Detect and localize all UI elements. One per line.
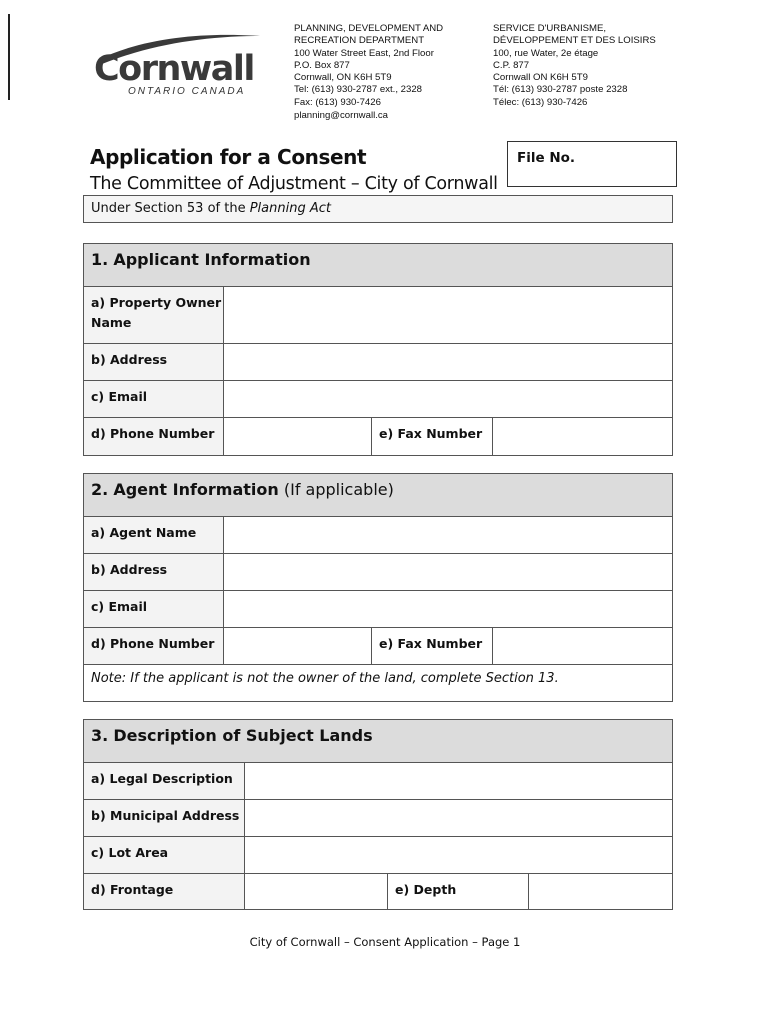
section-number: 3.	[91, 726, 109, 745]
section-title: Description of Subject Lands	[113, 726, 373, 745]
owner-note: Note: If the applicant is not the owner of the land, complete Section 13.	[91, 671, 559, 686]
section-number: 2.	[91, 480, 109, 499]
fax-label: e) Fax Number	[372, 628, 493, 664]
owner-name-label: a) Property Owner Name	[84, 287, 224, 343]
address-row	[84, 344, 672, 381]
agent-name-row	[84, 517, 672, 554]
address-line: Tel: (613) 930-2787 ext., 2328	[294, 84, 423, 96]
phone-field[interactable]	[224, 628, 372, 664]
lot-area-row	[84, 837, 672, 874]
fax-field[interactable]	[493, 418, 672, 455]
email-field[interactable]	[224, 381, 672, 417]
logo-tagline: ONTARIO CANADA	[128, 86, 246, 97]
email-row	[84, 591, 672, 628]
depth-field[interactable]	[529, 874, 672, 909]
agent-name-label: a) Agent Name	[84, 517, 224, 553]
address-line: C.P. 877	[493, 59, 530, 71]
address-line: P.O. Box 877	[294, 59, 350, 71]
legal-description-label: a) Legal Description	[84, 763, 245, 799]
address-line: 100 Water Street East, 2nd Floor	[294, 47, 434, 59]
under-section-banner	[83, 195, 673, 223]
section-agent-information	[83, 473, 673, 702]
owner-name-row	[84, 287, 672, 344]
depth-label: e) Depth	[388, 874, 529, 909]
address-field[interactable]	[224, 344, 672, 380]
owner-name-field[interactable]	[224, 287, 672, 343]
email-label: c) Email	[84, 591, 224, 627]
phone-field[interactable]	[224, 418, 372, 455]
section-suffix: (If applicable)	[278, 480, 394, 499]
address-line: Cornwall, ON K6H 5T9	[294, 72, 392, 84]
section-title: Agent Information	[113, 480, 279, 499]
note-row	[84, 665, 672, 701]
legal-description-row	[84, 763, 672, 800]
address-line: Cornwall ON K6H 5T9	[493, 72, 588, 84]
cornwall-logo	[92, 30, 264, 100]
address-field[interactable]	[224, 554, 672, 590]
frontage-depth-row	[84, 874, 672, 909]
lot-area-label: c) Lot Area	[84, 837, 245, 873]
address-label: b) Address	[84, 554, 224, 590]
section-applicant-information	[83, 243, 673, 456]
english-address-block	[294, 23, 443, 109]
address-line: 100, rue Water, 2e étage	[493, 47, 599, 59]
address-label: b) Address	[84, 344, 224, 380]
page-title: Application for a Consent	[90, 145, 367, 169]
lot-area-field[interactable]	[245, 837, 672, 873]
french-address-block	[493, 23, 656, 109]
section-title: Applicant Information	[113, 250, 311, 269]
address-line: SERVICE D'URBANISME,	[493, 23, 607, 34]
address-line: RECREATION DEPARTMENT	[294, 35, 425, 47]
frontage-label: d) Frontage	[84, 874, 245, 909]
page-edge-mark	[8, 14, 10, 100]
section-number: 1.	[91, 250, 109, 269]
phone-fax-row	[84, 628, 672, 665]
planning-act-name: Planning Act	[249, 201, 331, 216]
email-link[interactable]: planning@cornwall.ca	[294, 110, 389, 121]
file-number-box[interactable]	[507, 141, 677, 187]
address-line: Fax: (613) 930-7426	[294, 96, 381, 108]
logo-wordmark: Cornwall	[94, 49, 254, 89]
email-field[interactable]	[224, 591, 672, 627]
legal-description-field[interactable]	[245, 763, 672, 799]
frontage-field[interactable]	[245, 874, 388, 909]
phone-fax-row	[84, 418, 672, 455]
section-heading	[84, 720, 672, 763]
section-subject-lands	[83, 719, 673, 910]
address-line: Tél: (613) 930-2787 poste 2328	[493, 84, 628, 96]
page-footer: City of Cornwall – Consent Application – Page 1	[249, 935, 521, 949]
address-line: Télec: (613) 930-7426	[493, 96, 588, 108]
email-label: c) Email	[84, 381, 224, 417]
page-subtitle: The Committee of Adjustment – City of Cornwall	[90, 174, 498, 194]
phone-label: d) Phone Number	[84, 418, 224, 455]
municipal-address-label: b) Municipal Address	[84, 800, 245, 836]
section-heading	[84, 244, 672, 287]
address-row	[84, 554, 672, 591]
email-row	[84, 381, 672, 418]
fax-label: e) Fax Number	[372, 418, 493, 455]
section-heading	[84, 474, 672, 517]
file-number-label: File No.	[517, 150, 576, 166]
fax-field[interactable]	[493, 628, 672, 664]
phone-label: d) Phone Number	[84, 628, 224, 664]
municipal-address-field[interactable]	[245, 800, 672, 836]
address-line: PLANNING, DEVELOPMENT AND	[294, 23, 444, 34]
municipal-address-row	[84, 800, 672, 837]
under-section-prefix: Under Section 53 of the	[91, 201, 250, 216]
address-line: DÉVELOPPEMENT ET DES LOISIRS	[493, 35, 656, 47]
agent-name-field[interactable]	[224, 517, 672, 553]
